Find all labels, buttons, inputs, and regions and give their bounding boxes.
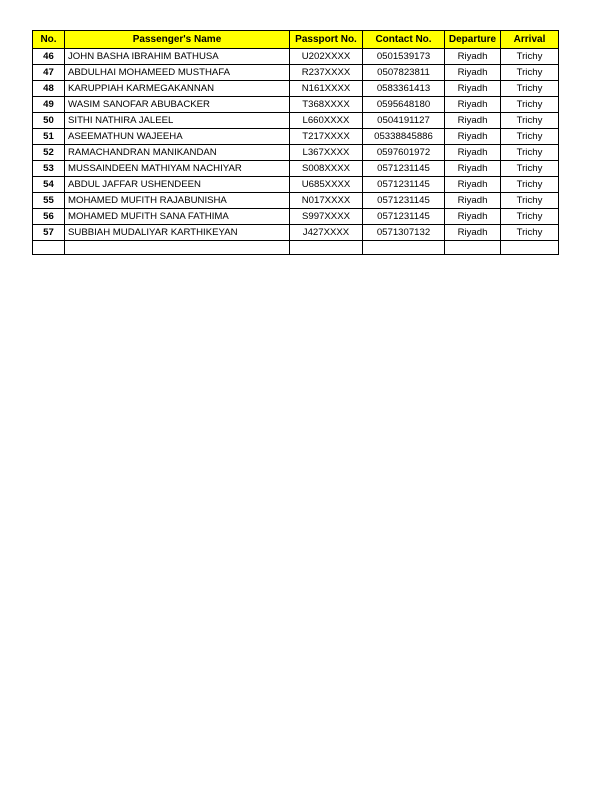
cell-departure: Riyadh — [445, 81, 501, 97]
table-row — [33, 145, 559, 161]
cell-passport-no: L367XXXX — [290, 145, 363, 161]
cell-departure: Riyadh — [445, 193, 501, 209]
cell-passenger-name: MOHAMED MUFITH RAJABUNISHA — [65, 193, 290, 209]
cell-arrival: Trichy — [501, 145, 559, 161]
table-header-row — [33, 31, 559, 49]
cell-contact-no: 0571231145 — [363, 161, 445, 177]
cell-no: 57 — [33, 225, 65, 241]
table-row — [33, 193, 559, 209]
cell-no: 50 — [33, 113, 65, 129]
cell-contact-no: 0597601972 — [363, 145, 445, 161]
cell-arrival: Trichy — [501, 81, 559, 97]
cell-no: 52 — [33, 145, 65, 161]
cell-arrival: Trichy — [501, 161, 559, 177]
cell-contact-no: 0571307132 — [363, 225, 445, 241]
table-row — [33, 97, 559, 113]
cell-passenger-name: MOHAMED MUFITH SANA FATHIMA — [65, 209, 290, 225]
table-row — [33, 209, 559, 225]
cell-no: 54 — [33, 177, 65, 193]
cell-departure: Riyadh — [445, 49, 501, 65]
cell-departure: Riyadh — [445, 225, 501, 241]
table-row — [33, 177, 559, 193]
cell-no: 49 — [33, 97, 65, 113]
cell-departure: Riyadh — [445, 145, 501, 161]
cell-passport-no: J427XXXX — [290, 225, 363, 241]
cell-departure: Riyadh — [445, 161, 501, 177]
cell-arrival: Trichy — [501, 113, 559, 129]
cell-passport-no: L660XXXX — [290, 113, 363, 129]
cell-arrival: Trichy — [501, 65, 559, 81]
cell-passport-no: S008XXXX — [290, 161, 363, 177]
cell-no: 46 — [33, 49, 65, 65]
empty-table-row — [33, 241, 559, 255]
cell-passenger-name: ABDULHAI MOHAMEED MUSTHAFA — [65, 65, 290, 81]
cell-arrival: Trichy — [501, 209, 559, 225]
cell-no: 53 — [33, 161, 65, 177]
cell-contact-no: 0571231145 — [363, 209, 445, 225]
table-row — [33, 129, 559, 145]
cell-arrival: Trichy — [501, 129, 559, 145]
cell-passport-no: S997XXXX — [290, 209, 363, 225]
passenger-list-sheet — [32, 30, 558, 255]
cell-passenger-name: KARUPPIAH KARMEGAKANNAN — [65, 81, 290, 97]
cell-passport-no: T368XXXX — [290, 97, 363, 113]
cell-departure: Riyadh — [445, 177, 501, 193]
cell-passport-no: N017XXXX — [290, 193, 363, 209]
cell-arrival: Trichy — [501, 49, 559, 65]
header-passport-no: Passport No. — [290, 31, 363, 49]
cell-no: 47 — [33, 65, 65, 81]
cell-contact-no: 0595648180 — [363, 97, 445, 113]
empty-cell — [363, 241, 445, 255]
cell-arrival: Trichy — [501, 225, 559, 241]
table-row — [33, 65, 559, 81]
header-departure: Departure — [445, 31, 501, 49]
cell-departure: Riyadh — [445, 97, 501, 113]
cell-arrival: Trichy — [501, 97, 559, 113]
empty-cell — [33, 241, 65, 255]
cell-passenger-name: JOHN BASHA IBRAHIM BATHUSA — [65, 49, 290, 65]
empty-cell — [65, 241, 290, 255]
header-arrival: Arrival — [501, 31, 559, 49]
cell-passport-no: N161XXXX — [290, 81, 363, 97]
table-row — [33, 49, 559, 65]
cell-arrival: Trichy — [501, 193, 559, 209]
empty-cell — [501, 241, 559, 255]
cell-contact-no: 0501539173 — [363, 49, 445, 65]
cell-departure: Riyadh — [445, 129, 501, 145]
table-row — [33, 113, 559, 129]
cell-contact-no: 05338845886 — [363, 129, 445, 145]
cell-contact-no: 0504191127 — [363, 113, 445, 129]
cell-passport-no: U685XXXX — [290, 177, 363, 193]
cell-no: 55 — [33, 193, 65, 209]
cell-contact-no: 0507823811 — [363, 65, 445, 81]
passenger-table — [32, 30, 559, 255]
cell-passenger-name: RAMACHANDRAN MANIKANDAN — [65, 145, 290, 161]
cell-departure: Riyadh — [445, 113, 501, 129]
cell-contact-no: 0583361413 — [363, 81, 445, 97]
cell-passenger-name: SITHI NATHIRA JALEEL — [65, 113, 290, 129]
cell-no: 51 — [33, 129, 65, 145]
cell-passenger-name: SUBBIAH MUDALIYAR KARTHIKEYAN — [65, 225, 290, 241]
cell-no: 56 — [33, 209, 65, 225]
cell-passenger-name: WASIM SANOFAR ABUBACKER — [65, 97, 290, 113]
cell-passenger-name: ASEEMATHUN WAJEEHA — [65, 129, 290, 145]
table-body — [33, 49, 559, 255]
header-contact-no: Contact No. — [363, 31, 445, 49]
cell-passenger-name: ABDUL JAFFAR USHENDEEN — [65, 177, 290, 193]
cell-passport-no: U202XXXX — [290, 49, 363, 65]
header-no: No. — [33, 31, 65, 49]
header-passenger-name: Passenger's Name — [65, 31, 290, 49]
table-row — [33, 81, 559, 97]
cell-contact-no: 0571231145 — [363, 177, 445, 193]
empty-cell — [445, 241, 501, 255]
cell-departure: Riyadh — [445, 65, 501, 81]
cell-arrival: Trichy — [501, 177, 559, 193]
cell-passenger-name: MUSSAINDEEN MATHIYAM NACHIYAR — [65, 161, 290, 177]
table-row — [33, 225, 559, 241]
cell-no: 48 — [33, 81, 65, 97]
empty-cell — [290, 241, 363, 255]
cell-passport-no: R237XXXX — [290, 65, 363, 81]
cell-contact-no: 0571231145 — [363, 193, 445, 209]
table-row — [33, 161, 559, 177]
cell-departure: Riyadh — [445, 209, 501, 225]
cell-passport-no: T217XXXX — [290, 129, 363, 145]
